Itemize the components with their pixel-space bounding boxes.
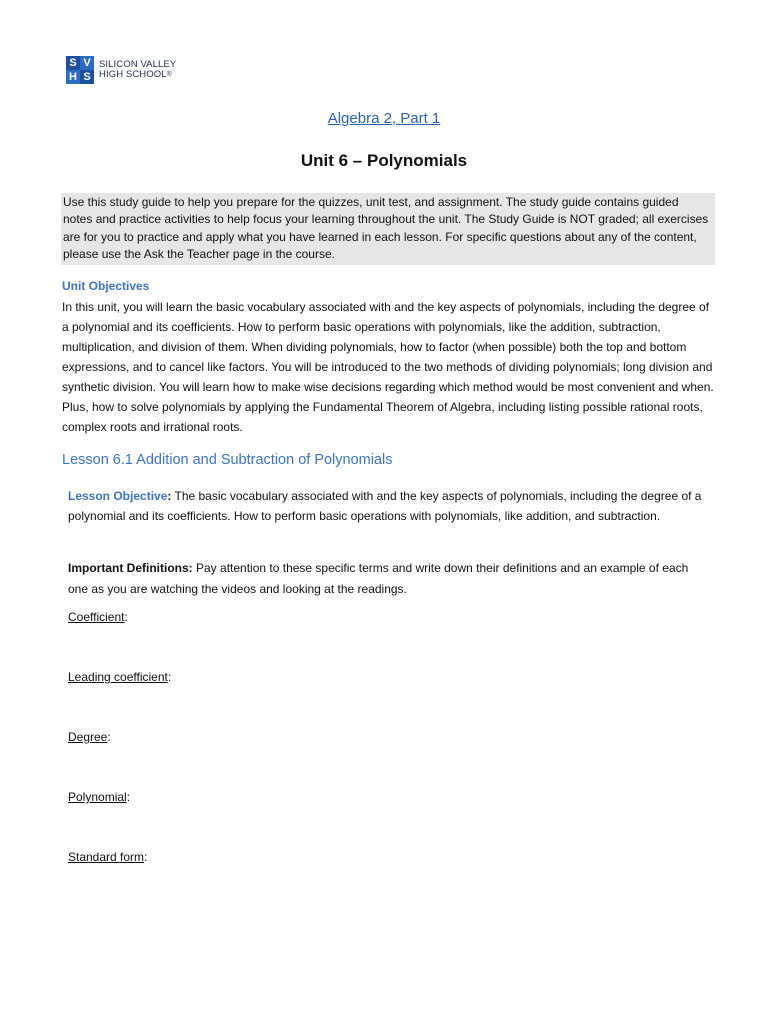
- logo-letter: S: [66, 56, 80, 70]
- logo-trademark: ®: [166, 71, 172, 78]
- important-definitions-text: Pay attention to these specific terms and write down their definitions and an example of each one as you are watching the videos and looking at the readings.: [68, 561, 689, 596]
- term-colon: :: [126, 790, 131, 804]
- term-colon: :: [124, 610, 128, 624]
- term-label: Polynomial: [68, 790, 127, 804]
- lesson-objective-colon: :: [167, 489, 172, 503]
- unit-title: Unit 6 – Polynomials: [300, 151, 468, 170]
- logo-icon: [66, 56, 94, 84]
- term-label: Coefficient: [68, 610, 125, 624]
- term-colon: :: [144, 850, 148, 864]
- logo-line-2: HIGH SCHOOL: [99, 69, 167, 80]
- term-leading-coefficient: [68, 670, 171, 684]
- term-degree: [68, 730, 111, 744]
- lesson-objective-text: The basic vocabulary associated with and the key aspects of polynomials, including the degree of a polynomial and its coefficients. How to perform basic operations with polynomials, like addition, and subtraction.: [68, 489, 702, 523]
- important-definitions: [68, 558, 708, 600]
- unit-objectives-heading: Unit Objectives: [62, 279, 150, 293]
- logo-letter: H: [66, 70, 80, 84]
- intro-text: Use this study guide to help you prepare for the quizzes, unit test, and assignment. The study guide contains guided notes and practice activities to help focus your learning throughout the unit. The Study Guide is NOT graded; all exercises are for you to practice and apply what you have learned in each lesson. For specific questions about any of the content, please use the Ask the Teacher page in the course.: [61, 193, 715, 265]
- unit-objectives-body: In this unit, you will learn the basic vocabulary associated with and the key aspects of polynomials, including the degree of a polynomial and its coefficients. How to perform basic operations with polynomials, like the addition, subtraction, multiplication, and division of them. When dividing polynomials, how to factor (when possible) both the top and bottom expressions, and to cancel like factors. You will be introduced to the two methods of dividing polynomials; long division and synthetic division. You will learn how to make wise decisions regarding which method would be most convenient and when. Plus, how to solve polynomials by applying the Fundamental Theorem of Algebra, including listing possible rational roots, complex roots and irrational roots.: [62, 300, 714, 434]
- important-definitions-label: Important Definitions:: [68, 561, 193, 575]
- term-colon: :: [107, 730, 111, 744]
- term-label: Leading coefficient: [68, 670, 168, 684]
- term-colon: :: [167, 670, 172, 684]
- term-label: Degree: [68, 730, 108, 744]
- lesson-heading: Lesson 6.1 Addition and Subtraction of Polynomials: [62, 452, 393, 468]
- school-logo: [66, 56, 176, 84]
- term-coefficient: [68, 610, 128, 624]
- term-label: Standard form: [68, 850, 145, 864]
- logo-letter: S: [80, 70, 94, 84]
- term-standard-form: [68, 850, 147, 864]
- lesson-objective: [68, 486, 708, 526]
- course-title[interactable]: Algebra 2, Part 1: [327, 110, 441, 127]
- term-polynomial: [68, 790, 130, 804]
- lesson-objective-label: Lesson Objective: [68, 489, 168, 503]
- logo-text: [99, 60, 176, 80]
- logo-letter: V: [80, 56, 94, 70]
- logo-line-1: SILICON VALLEY: [99, 59, 177, 70]
